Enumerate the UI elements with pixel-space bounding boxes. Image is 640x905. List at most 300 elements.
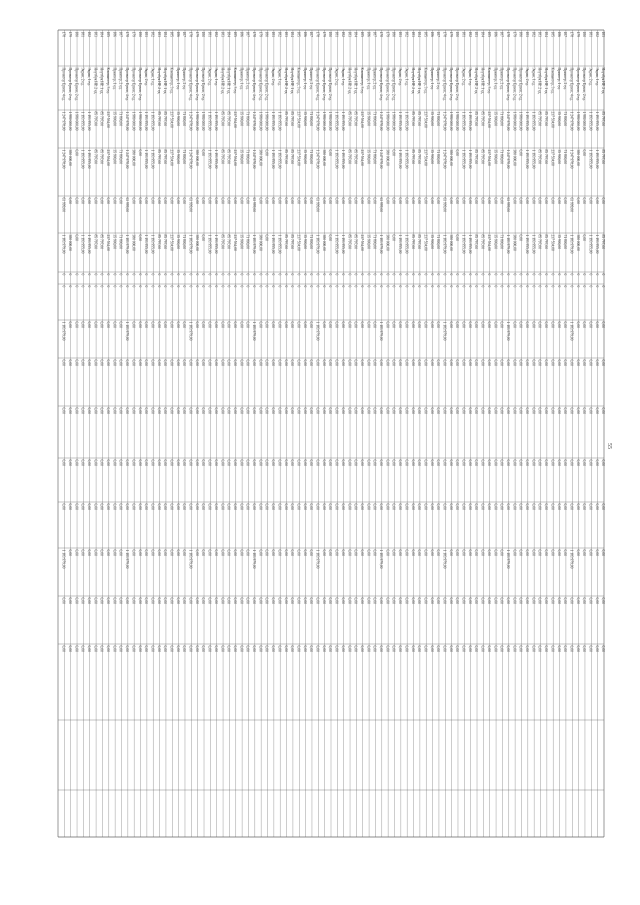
table-cell: 0,00 bbox=[334, 459, 339, 466]
table-cell: 0,00 bbox=[372, 503, 377, 510]
table-cell: Принтер, 1 ед. bbox=[239, 67, 244, 90]
table-cell: 181 bbox=[588, 31, 593, 37]
table-cell: 0,00 bbox=[220, 503, 225, 510]
table-cell: 185 bbox=[359, 31, 364, 37]
table-cell: 0,00 bbox=[347, 459, 352, 466]
table-cell: 0,00 bbox=[474, 359, 479, 366]
table-cell: 0,00 bbox=[144, 459, 149, 466]
table-cell: 0,00 bbox=[575, 407, 580, 414]
table-cell: 0,00 bbox=[220, 549, 225, 556]
table-cell: 0,00 bbox=[86, 197, 91, 204]
table-cell: 0,00 bbox=[582, 503, 587, 510]
table-cell: 0 bbox=[207, 285, 212, 288]
table-cell: 0,00 bbox=[232, 321, 237, 328]
table-cell: 0 bbox=[379, 285, 384, 288]
table-cell: 35 900,00 bbox=[239, 234, 244, 249]
table-cell: 0,00 bbox=[283, 645, 288, 652]
table-cell: 0,00 bbox=[493, 321, 498, 328]
table-cell: 0,00 bbox=[537, 321, 542, 328]
table-cell: 0 bbox=[601, 285, 606, 288]
table-cell: 0,00 bbox=[404, 503, 409, 510]
table-cell: 0,00 bbox=[213, 503, 218, 510]
table-cell: 0 bbox=[125, 273, 130, 276]
table-cell: 0 bbox=[575, 273, 580, 276]
table-cell: 0,00 bbox=[493, 459, 498, 466]
table-cell: 1 247 978,00 bbox=[315, 111, 320, 131]
table-cell: Принтер, 1 ед. bbox=[112, 67, 117, 90]
table-cell: 0,00 bbox=[290, 645, 295, 652]
table-cell: 1 183 979,00 bbox=[569, 234, 574, 254]
table-cell: 0,00 bbox=[480, 549, 485, 556]
table-cell: 0,00 bbox=[556, 459, 561, 466]
table-cell: 0 bbox=[423, 273, 428, 276]
table-cell: Принтер, 1 ед. bbox=[493, 67, 498, 90]
table-cell: Проектор Epson, 2 ед. bbox=[131, 67, 136, 101]
table-cell: 187 bbox=[118, 31, 123, 37]
table-cell: 1 193 955,00 bbox=[588, 111, 593, 131]
table-cell: 1 193 955,00 bbox=[144, 234, 149, 254]
table-cell: 0 bbox=[404, 285, 409, 288]
table-cell: 0,00 bbox=[328, 407, 333, 414]
table-cell: 0,00 bbox=[550, 359, 555, 366]
table-cell: 0,00 bbox=[80, 645, 85, 652]
table-cell: 0,00 bbox=[321, 503, 326, 510]
table-cell: 0,00 bbox=[169, 321, 174, 328]
table-cell: 0,00 bbox=[391, 197, 396, 204]
table-cell: Ноутбук HP, 2 ед. bbox=[156, 67, 161, 95]
table-cell: 0,00 bbox=[423, 597, 428, 604]
table-cell: Экран, 2 ед. bbox=[271, 67, 276, 86]
table-cell: 0,00 bbox=[334, 645, 339, 652]
table-cell: 0,00 bbox=[290, 321, 295, 328]
table-cell: 0,00 bbox=[150, 197, 155, 204]
table-cell: 0 bbox=[398, 285, 403, 288]
table-cell: 0,00 bbox=[372, 321, 377, 328]
table-cell: 85 797,00 bbox=[601, 111, 606, 126]
table-cell: 0,00 bbox=[410, 459, 415, 466]
table-cell: 0,00 bbox=[423, 197, 428, 204]
table-cell: 0,00 bbox=[379, 459, 384, 466]
table-cell: 0,00 bbox=[239, 407, 244, 414]
table-cell: 0,00 bbox=[283, 359, 288, 366]
table-cell: 1 193 955,00 bbox=[398, 149, 403, 169]
table-cell: 380 000,00 bbox=[131, 234, 136, 251]
table-cell: 186 bbox=[493, 31, 498, 37]
table-cell: 0 bbox=[442, 273, 447, 276]
table-cell: 0,00 bbox=[99, 549, 104, 556]
table-cell: 0,00 bbox=[271, 321, 276, 328]
table-cell: 0 bbox=[277, 273, 282, 276]
table-cell: 1 183 979,00 bbox=[379, 549, 384, 569]
table-cell: 0,00 bbox=[175, 503, 180, 510]
table-cell: 0,00 bbox=[144, 321, 149, 328]
table-cell: 0,00 bbox=[359, 459, 364, 466]
table-cell: 0,00 bbox=[563, 359, 568, 366]
table-cell: 0,00 bbox=[309, 459, 314, 466]
table-cell: 0,00 bbox=[347, 321, 352, 328]
table-cell: 0,00 bbox=[448, 321, 453, 328]
table-cell: 0,00 bbox=[563, 645, 568, 652]
table-cell: 380 000,00 bbox=[194, 149, 199, 166]
table-cell: 0,00 bbox=[150, 597, 155, 604]
table-cell: 0,00 bbox=[290, 597, 295, 604]
table-cell: 0 bbox=[239, 285, 244, 288]
table-cell: 0,00 bbox=[359, 645, 364, 652]
table-cell: 0,00 bbox=[461, 321, 466, 328]
table-cell: 182 bbox=[340, 31, 345, 37]
table-cells bbox=[61, 32, 606, 652]
table-cell: 0,00 bbox=[201, 597, 206, 604]
table-cell: 0,00 bbox=[239, 459, 244, 466]
table-cell: Экран, 2 ед. bbox=[207, 67, 212, 86]
table-cell: 183 bbox=[220, 31, 225, 37]
table-cell: 0,00 bbox=[601, 359, 606, 366]
table-cell: 0,00 bbox=[525, 407, 530, 414]
table-cell: Проектор Epson, 2 ед. bbox=[264, 67, 269, 101]
table-cell: 0 bbox=[512, 285, 517, 288]
table-cell: 0 bbox=[93, 285, 98, 288]
table-cell: Проектор Epson, 2 ед. bbox=[448, 67, 453, 101]
table-cell: 0 bbox=[258, 273, 263, 276]
table-cell: 0,00 bbox=[359, 549, 364, 556]
table-cell: 0,00 bbox=[112, 321, 117, 328]
table-cell: 0,00 bbox=[302, 321, 307, 328]
table-cell: 0,00 bbox=[309, 597, 314, 604]
table-cell: 0,00 bbox=[188, 459, 193, 466]
table-cell: 1 183 979,00 bbox=[569, 549, 574, 569]
table-cell: 0,00 bbox=[499, 197, 504, 204]
table-cell: 0,00 bbox=[163, 407, 168, 414]
table-cell: 1 193 955,00 bbox=[277, 234, 282, 254]
table-cell: Компьютер, 3 ед. bbox=[106, 67, 111, 94]
table-cell: 0,00 bbox=[518, 197, 523, 204]
table-cell: 0,00 bbox=[290, 503, 295, 510]
table-cell: Компьютер, 3 ед. bbox=[550, 67, 555, 94]
table-cell: 0 bbox=[271, 273, 276, 276]
table-cell: 0,00 bbox=[448, 597, 453, 604]
table-cell: 179 bbox=[321, 31, 326, 37]
table-cell: 0,00 bbox=[417, 359, 422, 366]
table-cell: 0 bbox=[232, 273, 237, 276]
table-cell: 0,00 bbox=[518, 459, 523, 466]
table-cell: 1 980 000,00 bbox=[201, 111, 206, 131]
table-cell: 237 534,00 bbox=[232, 234, 237, 251]
table-cell: 0,00 bbox=[353, 321, 358, 328]
table-cell: 0,00 bbox=[340, 359, 345, 366]
table-cell: 85 797,00 bbox=[163, 149, 168, 164]
table-cell: 0,00 bbox=[264, 197, 269, 204]
table-cell: 1 193 955,00 bbox=[271, 234, 276, 254]
table-cell: 0,00 bbox=[467, 407, 472, 414]
table-cell: 1 183 979,00 bbox=[61, 234, 66, 254]
table-cell: 180 bbox=[455, 31, 460, 37]
table-cell: 0,00 bbox=[163, 321, 168, 328]
table-cell: Принтер, 2 ед. bbox=[182, 67, 187, 90]
table-cell: 181 bbox=[207, 31, 212, 37]
table-cell: 0,00 bbox=[264, 597, 269, 604]
table-cell: 0 bbox=[67, 285, 72, 288]
table-cell: 1 193 955,00 bbox=[334, 149, 339, 169]
table-cell: 0 bbox=[328, 285, 333, 288]
table-cell: 0,00 bbox=[385, 459, 390, 466]
table-cell: 0,00 bbox=[131, 321, 136, 328]
table-cell: 0 bbox=[353, 273, 358, 276]
table-cell: 1 193 955,00 bbox=[398, 111, 403, 131]
table-cell: 0 bbox=[80, 285, 85, 288]
table-cell: 0,00 bbox=[245, 459, 250, 466]
table-cell: 0,00 bbox=[315, 407, 320, 414]
table-cell: 1 193 955,00 bbox=[80, 111, 85, 131]
table-cell: Ноутбук HP, 2 ед. bbox=[537, 67, 542, 95]
table-cell: 35 900,00 bbox=[112, 111, 117, 126]
table-cell: 0,00 bbox=[556, 503, 561, 510]
table-cell: 63 999,00 bbox=[61, 197, 66, 212]
table-cell: 0,00 bbox=[315, 359, 320, 366]
table-cell: 85 797,00 bbox=[474, 111, 479, 126]
table-cell: Экран, 2 ед. bbox=[144, 67, 149, 86]
table-cell: 185 bbox=[106, 31, 111, 37]
table-cell: 0 bbox=[436, 285, 441, 288]
table-cell: 0,00 bbox=[67, 597, 72, 604]
table-cell: 0,00 bbox=[245, 549, 250, 556]
table-cell: 0,00 bbox=[321, 459, 326, 466]
table-cell: 0,00 bbox=[61, 503, 66, 510]
table-cell: 1 183 979,00 bbox=[379, 234, 384, 254]
table-cell: 0,00 bbox=[404, 359, 409, 366]
table-cell: 0 bbox=[550, 273, 555, 276]
table-cell: 0,00 bbox=[372, 359, 377, 366]
table-cell: 0,00 bbox=[505, 597, 510, 604]
table-cell: 0 bbox=[480, 273, 485, 276]
table-cell: 0 bbox=[213, 273, 218, 276]
table-cell: 0,00 bbox=[207, 549, 212, 556]
table-cell: 35 900,00 bbox=[175, 149, 180, 164]
table-cell: 0,00 bbox=[582, 645, 587, 652]
table-cell: 0,00 bbox=[296, 321, 301, 328]
table-cell: 0,00 bbox=[321, 597, 326, 604]
table-cell: Экран, 2 ед. bbox=[398, 67, 403, 86]
table-cell: 181 bbox=[398, 31, 403, 37]
table-cell: 0 bbox=[188, 273, 193, 276]
table-cell: 0,00 bbox=[347, 645, 352, 652]
table-cell: 0,00 bbox=[347, 549, 352, 556]
table-cell: 237 534,00 bbox=[106, 149, 111, 166]
table-cell: 0,00 bbox=[125, 359, 130, 366]
table-cell: 0,00 bbox=[531, 503, 536, 510]
table-cell: 85 797,00 bbox=[93, 234, 98, 249]
table-cell: 237 534,00 bbox=[486, 111, 491, 128]
table-cell: 1 183 979,00 bbox=[125, 321, 130, 341]
table-cell: 0 bbox=[601, 273, 606, 276]
table-cell: 0,00 bbox=[525, 459, 530, 466]
table-cell: 0,00 bbox=[512, 503, 517, 510]
table-cell: 0 bbox=[582, 273, 587, 276]
table-cell: 0 bbox=[347, 273, 352, 276]
table-cell: 0 bbox=[518, 285, 523, 288]
table-cell: 0,00 bbox=[99, 197, 104, 204]
table-cell: 0,00 bbox=[226, 597, 231, 604]
table-cell: 71 800,00 bbox=[182, 111, 187, 126]
table-cell: 0,00 bbox=[61, 597, 66, 604]
table-cell: 380 000,00 bbox=[258, 234, 263, 251]
table-cell: 1 193 955,00 bbox=[207, 149, 212, 169]
table-cell: 71 800,00 bbox=[118, 149, 123, 164]
table-cell: 0,00 bbox=[232, 597, 237, 604]
table-cell: 0,00 bbox=[467, 597, 472, 604]
table-cell: 0 bbox=[290, 285, 295, 288]
table-cell: 0,00 bbox=[391, 503, 396, 510]
table-cell: 85 797,00 bbox=[474, 234, 479, 249]
table-cell: 0 bbox=[125, 285, 130, 288]
table-cell: 0,00 bbox=[321, 549, 326, 556]
table-cell: 1 193 955,00 bbox=[86, 111, 91, 131]
table-cell: 0,00 bbox=[417, 407, 422, 414]
table-cell: 0,00 bbox=[283, 503, 288, 510]
table-cell: 0,00 bbox=[588, 503, 593, 510]
table-cell: 35 900,00 bbox=[556, 149, 561, 164]
table-cell: 0,00 bbox=[398, 407, 403, 414]
table-cell: 0,00 bbox=[277, 407, 282, 414]
table-cell: Проектор Epson, 2 ед. bbox=[518, 67, 523, 101]
table-cell: 0,00 bbox=[226, 645, 231, 652]
table-cell: Экран, 2 ед. bbox=[461, 67, 466, 86]
table-cell: 0 bbox=[385, 273, 390, 276]
table-cell: 0 bbox=[302, 273, 307, 276]
table-cell: 0,00 bbox=[309, 359, 314, 366]
table-cell: 0,00 bbox=[328, 321, 333, 328]
table-cell: 0,00 bbox=[353, 459, 358, 466]
table-cell: 0,00 bbox=[398, 549, 403, 556]
table-cell: 1 247 978,00 bbox=[379, 111, 384, 131]
table-cell: 35 900,00 bbox=[366, 234, 371, 249]
table-cell: 237 534,00 bbox=[550, 234, 555, 251]
table-cell: 0,00 bbox=[385, 645, 390, 652]
table-cell: 0,00 bbox=[86, 459, 91, 466]
table-cell: 63 999,00 bbox=[505, 197, 510, 212]
table-cell: 186 bbox=[175, 31, 180, 37]
table-cell: 71 800,00 bbox=[118, 111, 123, 126]
table-cell: 0,00 bbox=[493, 197, 498, 204]
table-cell: 1 193 955,00 bbox=[531, 149, 536, 169]
table-cell: Ноутбук HP, 2 ед. bbox=[474, 67, 479, 95]
table-cell: Ноутбук HP, 2 ед. bbox=[410, 67, 415, 95]
table-cell: 0,00 bbox=[531, 321, 536, 328]
table-cell: 0,00 bbox=[93, 503, 98, 510]
table-cell: 0,00 bbox=[258, 321, 263, 328]
table-cell: 0,00 bbox=[226, 321, 231, 328]
table-cell: Ноутбук HP, 1 ед. bbox=[226, 67, 231, 95]
table-cell: 184 bbox=[353, 31, 358, 37]
table-cell: 0,00 bbox=[474, 503, 479, 510]
table-cell: 0,00 bbox=[480, 459, 485, 466]
table-cell: 0,00 bbox=[232, 503, 237, 510]
table-cell: 0,00 bbox=[137, 149, 142, 156]
table-cell: 0,00 bbox=[480, 645, 485, 652]
table-cell: 0,00 bbox=[137, 645, 142, 652]
table-cell: 0 bbox=[201, 285, 206, 288]
page-number: 55 bbox=[606, 443, 612, 449]
table-cell: 0,00 bbox=[169, 459, 174, 466]
table-cell: 0,00 bbox=[588, 597, 593, 604]
table-cell: 179 bbox=[448, 31, 453, 37]
table-cell: 0,00 bbox=[201, 459, 206, 466]
table-cell: 0,00 bbox=[194, 503, 199, 510]
table-cell: 1 247 978,00 bbox=[569, 111, 574, 131]
table-cell: 0 bbox=[467, 285, 472, 288]
table-cell: Экран, 2 ед. bbox=[588, 67, 593, 86]
table-cell: 0 bbox=[194, 273, 199, 276]
table-cell: 1 193 955,00 bbox=[531, 234, 536, 254]
table-cell: 0,00 bbox=[429, 549, 434, 556]
table-cell: 0,00 bbox=[537, 549, 542, 556]
table-cell: Компьютер, 3 ед. bbox=[232, 67, 237, 94]
table-cell: 0,00 bbox=[144, 645, 149, 652]
table-cell: 0,00 bbox=[67, 407, 72, 414]
table-cell: 0,00 bbox=[150, 321, 155, 328]
table-cell: 1 247 978,00 bbox=[569, 149, 574, 169]
table-cell: 0 bbox=[245, 285, 250, 288]
table-cell: 0 bbox=[232, 285, 237, 288]
table-cell: 0 bbox=[106, 273, 111, 276]
table-cell: 85 797,00 bbox=[537, 149, 542, 164]
table-cell: 0,00 bbox=[302, 597, 307, 604]
table-cell: 380 000,00 bbox=[194, 234, 199, 251]
table-cell: 0,00 bbox=[467, 359, 472, 366]
table-cell: 0,00 bbox=[226, 503, 231, 510]
table-cell: 0,00 bbox=[480, 197, 485, 204]
table-cell: 0,00 bbox=[302, 197, 307, 204]
table-cell: 1 980 000,00 bbox=[582, 111, 587, 131]
table-cell: 0,00 bbox=[410, 197, 415, 204]
table-cell: 0,00 bbox=[315, 459, 320, 466]
table-cell: 0,00 bbox=[74, 407, 79, 414]
table-cell: 0,00 bbox=[537, 407, 542, 414]
table-cell: 0,00 bbox=[220, 645, 225, 652]
table-cell: 1 193 955,00 bbox=[467, 234, 472, 254]
table-cell: 0,00 bbox=[264, 149, 269, 156]
table-cell: Ноутбук HP, 2 ед. bbox=[220, 67, 225, 95]
table-cell: 0,00 bbox=[582, 359, 587, 366]
table-cell: 1 193 955,00 bbox=[340, 234, 345, 254]
table-cell: 0,00 bbox=[518, 645, 523, 652]
table-cell: 0,00 bbox=[429, 597, 434, 604]
table-cell: 0,00 bbox=[347, 407, 352, 414]
table-cell: 0,00 bbox=[340, 321, 345, 328]
table-cell: 380 000,00 bbox=[67, 234, 72, 251]
table-cell: 0,00 bbox=[302, 407, 307, 414]
table-cell: 0,00 bbox=[302, 459, 307, 466]
table-cell: 0,00 bbox=[277, 597, 282, 604]
table-cell: Ноутбук HP, 1 ед. bbox=[353, 67, 358, 95]
table-cell: 0,00 bbox=[512, 597, 517, 604]
table-cell: 0,00 bbox=[499, 645, 504, 652]
table-cell: 0 bbox=[347, 285, 352, 288]
table-cell: 0,00 bbox=[156, 459, 161, 466]
table-cell: 0,00 bbox=[252, 459, 257, 466]
table-cell: 0,00 bbox=[232, 549, 237, 556]
table-cell: 0 bbox=[169, 273, 174, 276]
table-cell: 0,00 bbox=[156, 549, 161, 556]
table-cell: 0,00 bbox=[271, 549, 276, 556]
table-cell: 0,00 bbox=[493, 407, 498, 414]
table-cell: 0,00 bbox=[486, 197, 491, 204]
table-cell: 0 bbox=[137, 285, 142, 288]
table-cell: 85 797,00 bbox=[480, 149, 485, 164]
table-cell: 0,00 bbox=[486, 359, 491, 366]
table-cell: 0,00 bbox=[118, 407, 123, 414]
table-cell: 0,00 bbox=[467, 645, 472, 652]
table-cell: 237 534,00 bbox=[423, 149, 428, 166]
